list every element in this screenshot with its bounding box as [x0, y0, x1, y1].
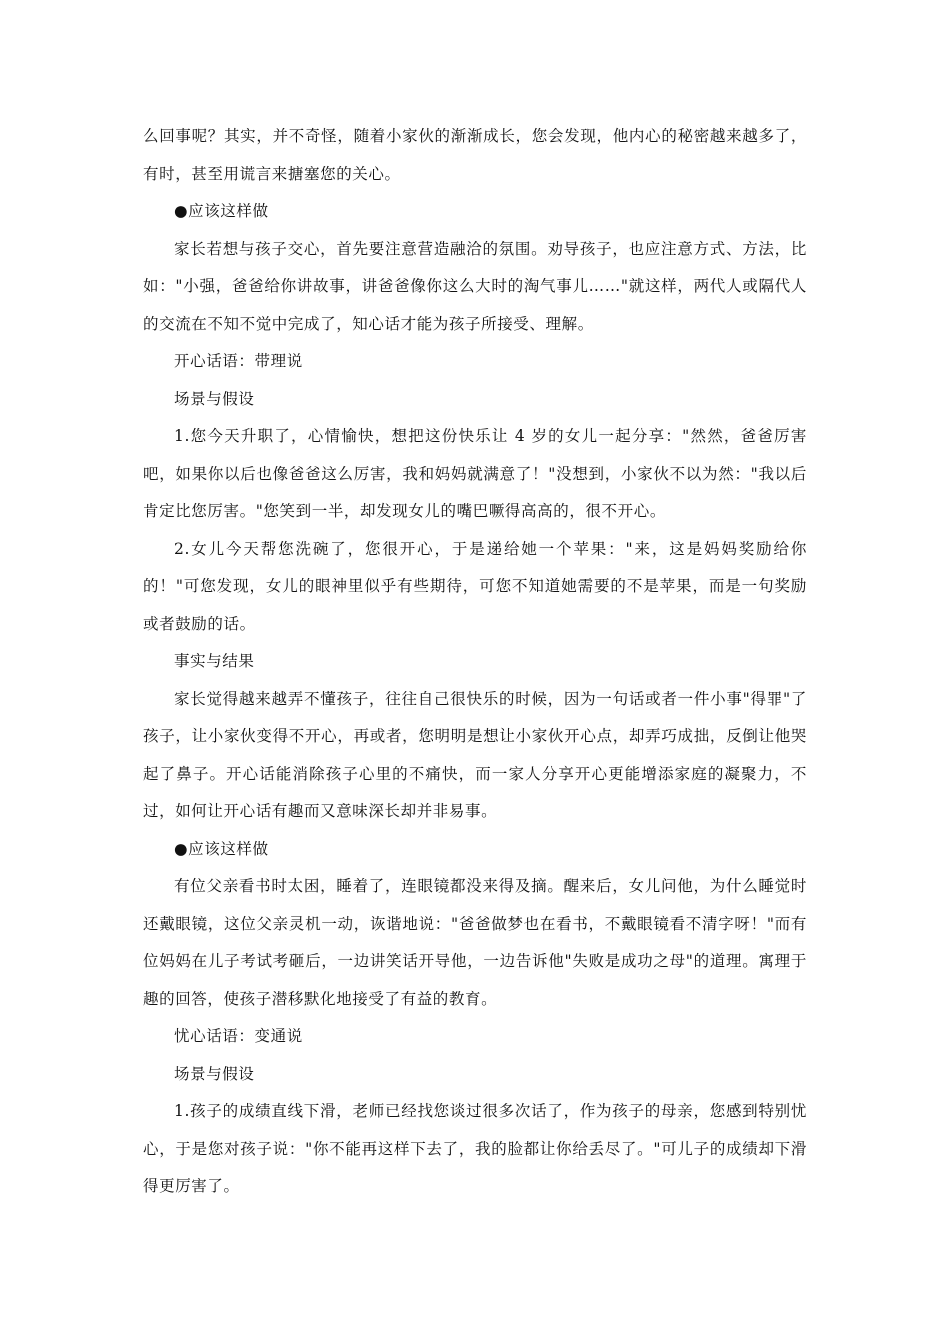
section-heading-should-do: ●应该这样做	[174, 202, 269, 220]
section-heading-scenario-2: 场景与假设	[174, 1064, 255, 1083]
paragraph-7: 2.女儿今天帮您洗碗了，您很开心，于是递给她一个苹果："来，这是妈妈奖励给你的！"可您发现，女儿的眼神里似乎有些期待，可您不知道她需要的不是苹果，而是一句奖励或者鼓励的话。	[143, 539, 807, 633]
document-page	[143, 118, 807, 1206]
section-heading-should-do-2: ●应该这样做	[174, 839, 269, 858]
paragraph-14: 1.孩子的成绩直线下滑，老师已经找您谈过很多次话了，作为孩子的母亲，您感到特别忧心，于是您对孩子说："你不能再这样下去了，我的脸都让你给丢尽了。"可儿子的成绩却下滑得更厉害了。	[143, 1102, 807, 1195]
section-heading-scenario: 场景与假设	[174, 389, 255, 408]
section-heading-happy-words: 开心话语：带理说	[174, 352, 303, 370]
paragraph-6: 1.您今天升职了，心情愉快，想把这份快乐让 4 岁的女儿一起分享："然然，爸爸厉害吧，如果你以后也像爸爸这么厉害，我和妈妈就满意了！"没想到，小家伙不以为然："我以后肯定比您厉害。"您笑到一半，却发现女儿的嘴巴噘得高高的，很不开心。	[143, 427, 807, 520]
paragraph-3: 家长若想与孩子交心，首先要注意营造融洽的氛围。劝导孩子，也应注意方式、方法，比如："小强，爸爸给你讲故事，讲爸爸像你这么大时的淘气事儿……"就这样，两代人或隔代人的交流在不知不觉中完成了，知心话才能为孩子所接受、理解。	[143, 239, 807, 333]
paragraph-1: 么回事呢？其实，并不奇怪，随着小家伙的渐渐成长，您会发现，他内心的秘密越来越多了，有时，甚至用谎言来搪塞您的关心。	[143, 127, 807, 183]
paragraph-11: 有位父亲看书时太困，睡着了，连眼镜都没来得及摘。醒来后，女儿问他，为什么睡觉时还戴眼镜，这位父亲灵机一动，诙谐地说："爸爸做梦也在看书，不戴眼镜看不清字呀！"而有位妈妈在儿子考试考砸后，一边讲笑话开导他，一边告诉他"失败是成功之母"的道理。寓理于趣的回答，使孩子潜移默化地接受了有益的教育。	[143, 877, 807, 1008]
section-heading-worried-words: 忧心话语：变通说	[174, 1027, 303, 1045]
paragraph-9: 家长觉得越来越弄不懂孩子，往往自己很快乐的时候，因为一句话或者一件小事"得罪"了孩子，让小家伙变得不开心，再或者，您明明是想让小家伙开心点，却弄巧成拙，反倒让他哭起了鼻子。开心话能消除孩子心里的不痛快，而一家人分享开心更能增添家庭的凝聚力，不过，如何让开心话有趣而又意味深长却并非易事。	[143, 689, 807, 820]
section-heading-facts-results: 事实与结果	[174, 652, 255, 670]
